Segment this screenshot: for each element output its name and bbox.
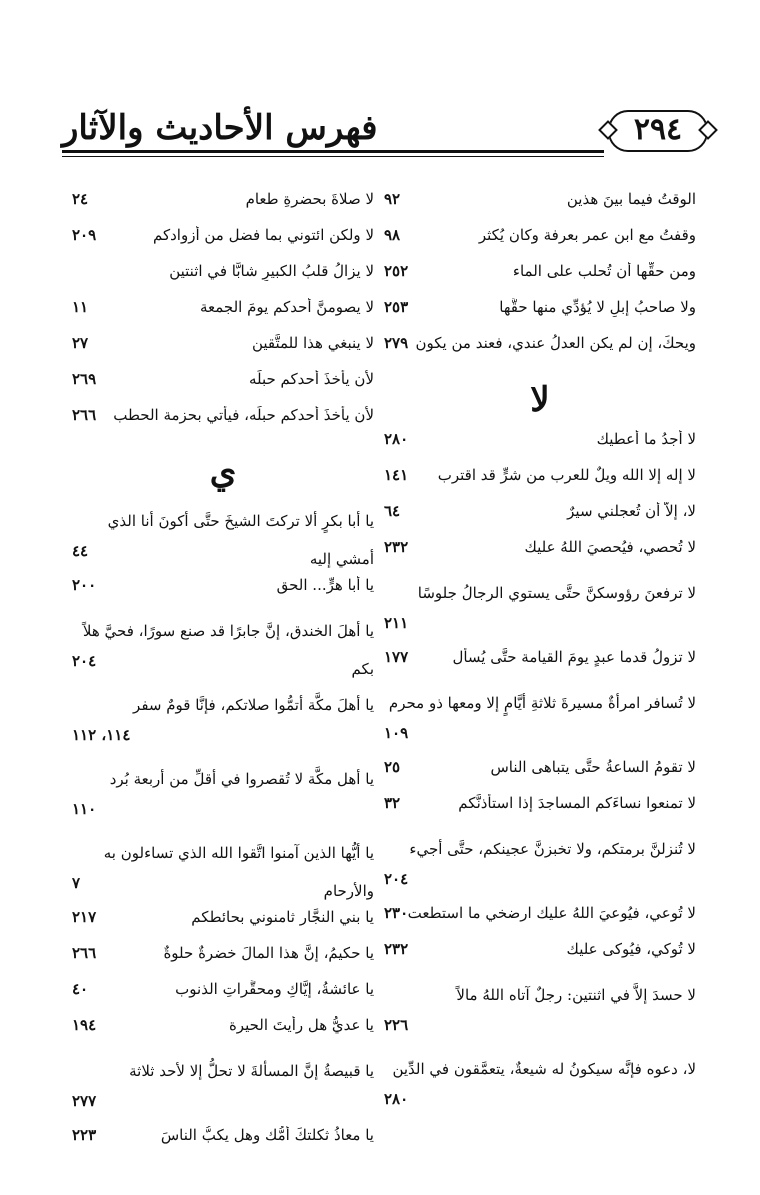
entry-text: يا أيُّها الذين آمنوا اتَّقوا الله الذي تساءلون به والأرحام: [103, 844, 374, 900]
entry-text: ويحكَ، إن لم يكن العدلُ عندي، فعند من يكون: [415, 334, 696, 352]
entry-page-number: ١٧٧: [384, 648, 409, 666]
entry-page-number: ٢٥٣: [384, 298, 409, 316]
index-entry: [384, 648, 696, 684]
index-entry: [384, 574, 696, 648]
index-entry: [72, 370, 374, 406]
index-entry: [384, 1050, 696, 1124]
entry-page-number: ١١: [72, 298, 89, 316]
index-entry: [384, 298, 696, 334]
entry-text: لا إله إلا الله ويلٌ للعرب من شرٍّ قد اقترب: [437, 466, 696, 484]
entry-text: يا أبا بكرٍ ألا تركتَ الشيخَ حتَّى أكونَ أنا الذي أمشي إليه: [107, 512, 374, 568]
entry-text: يا بني النجَّار ثامنوني بحائطكم: [191, 908, 374, 926]
entry-text: لا، دعوه فإنَّه سيكونُ له شيعةٌ، يتعمَّقون في الدِّين: [392, 1060, 696, 1078]
entry-text: يا قبيصةُ إنَّ المسألةَ لا تحلُّ إلا لأحد ثلاثة: [129, 1062, 374, 1080]
entry-text: لا صلاةَ بحضرةِ طعام: [245, 190, 374, 208]
index-entry: [384, 466, 696, 502]
entry-text: ومن حقِّها أن تُحلب على الماء: [512, 262, 696, 280]
entry-page-number: ٢٨٠: [384, 430, 409, 448]
entry-page-number: ٩٢: [384, 190, 401, 208]
entry-text: ولا صاحبُ إبلٍ لا يُؤدِّي منها حقَّها: [499, 298, 696, 316]
index-entry: [384, 262, 696, 298]
entry-page-number: ١٠٩: [384, 724, 409, 742]
entry-page-number: ٩٨: [384, 226, 401, 244]
index-entry: [72, 576, 374, 612]
entry-page-number: ٧: [72, 874, 81, 892]
entry-page-number: ٢٧٩: [384, 334, 409, 352]
index-entry: [384, 794, 696, 830]
index-entry: [72, 944, 374, 980]
entry-text: يا أهل مكَّة لا تُقصروا في أقلِّ من أربعة بُرد: [109, 770, 374, 788]
entry-text: لأن يأخذَ أحدكم حبلَه، فيأتي بحزمة الحطب: [113, 406, 374, 424]
page-number: ٢٩٤: [608, 110, 708, 152]
header-rule: [62, 150, 604, 157]
entry-text: وقفتُ مع ابن عمر بعرفة وكان يُكثر: [478, 226, 696, 244]
index-entry: [72, 334, 374, 370]
entry-text: يا أبا هرٍّ... الحق: [276, 576, 374, 594]
entry-page-number: ٢٤: [72, 190, 89, 208]
index-entry: [72, 612, 374, 686]
entry-page-number: ٢٣٢: [384, 538, 409, 556]
entry-text: لا، إلاَّ أن تُعجلني سيرٌ: [567, 502, 696, 520]
entry-page-number: ٢٥: [384, 758, 401, 776]
entry-text: لا حسدَ إلاَّ في اثنتين: رجلٌ آتاه اللهُ مالاً: [456, 986, 696, 1004]
entry-text: لا يصومنَّ أحدكم يومَ الجمعة: [199, 298, 374, 316]
index-entry: [72, 502, 374, 576]
entry-text: يا أهلَ مكَّة أتمُّوا صلاتكم، فإنَّا قومٌ سفر: [133, 696, 374, 714]
entry-text: لا أجدُ ما أُعطيك: [596, 430, 696, 448]
entry-page-number: ٢٧: [72, 334, 89, 352]
index-entry: [384, 976, 696, 1050]
entry-page-number: ٣٢: [384, 794, 401, 812]
index-entry: [384, 758, 696, 794]
page-header: [62, 106, 712, 158]
entry-page-number: ١١٤، ١١٢: [72, 726, 131, 744]
index-entry: [72, 908, 374, 944]
entry-text: يا معاذُ ثكلتكَ أمُّك وهل يكبُّ الناسَ: [160, 1126, 374, 1144]
entry-page-number: ١٤١: [384, 466, 409, 484]
entry-page-number: ٢٨٠: [384, 1090, 409, 1108]
entry-text: لا تُوكي، فيُوكى عليك: [566, 940, 696, 958]
index-entry: [72, 226, 374, 262]
index-entry: [384, 940, 696, 976]
index-entry: [72, 1052, 374, 1126]
section-letter-la: لا: [530, 380, 550, 420]
entry-page-number: ٢٧٧: [72, 1092, 97, 1110]
index-entry: [72, 834, 374, 908]
section-letter-ya: ي: [209, 452, 237, 492]
entry-page-number: ٢٠٤: [384, 870, 409, 888]
index-column-right: [384, 190, 696, 1124]
entry-text: الوقتُ فيما بينَ هذين: [566, 190, 696, 208]
index-entry: [72, 980, 374, 1016]
entry-text: لا يزالُ قلبُ الكبيرِ شابًّا في اثنتين: [169, 262, 374, 280]
index-entry: [384, 190, 696, 226]
index-entry: [72, 760, 374, 834]
index-entry: [72, 406, 374, 442]
index-entry: [72, 686, 374, 760]
entry-text: لا تقومُ الساعةُ حتَّى يتباهى الناس: [490, 758, 696, 776]
index-entry: [384, 684, 696, 758]
entry-text: يا أهلَ الخندق، إنَّ جابرًا قد صنع سورًا، فحيَّ هلاً بكم: [82, 622, 374, 678]
entry-text: لا ينبغي هذا للمتَّقين: [251, 334, 374, 352]
index-entry: [72, 262, 374, 298]
entry-page-number: ٢٦٦: [72, 406, 97, 424]
index-entry: [72, 298, 374, 334]
entry-page-number: ٢١٧: [72, 908, 97, 926]
entry-page-number: ٢٦٩: [72, 370, 97, 388]
entry-page-number: ٢٠٤: [72, 652, 97, 670]
entry-text: لا تُوعي، فيُوعيَ اللهُ عليك ارضخي ما استطعت: [407, 904, 696, 922]
entry-text: لا تُسافر امرأةٌ مسيرةَ ثلاثةِ أيَّامٍ إلا ومعها ذو محرم: [388, 694, 696, 712]
entry-text: يا عائشةُ، إيَّاكِ ومحقَّراتِ الذنوب: [175, 980, 374, 998]
index-entry: [384, 430, 696, 466]
entry-page-number: ١٩٤: [72, 1016, 97, 1034]
entry-text: لا ترفعنَ رؤوسكنَّ حتَّى يستوي الرجالُ جلوسًا: [417, 584, 696, 602]
index-entry: [384, 334, 696, 370]
entry-page-number: ٢١١: [384, 614, 409, 632]
entry-text: لا تمنعوا نساءَكم المساجدَ إذا استأذنَّكم: [458, 794, 696, 812]
index-entry: [72, 190, 374, 226]
index-entry: [384, 538, 696, 574]
entry-page-number: ٢٠٩: [72, 226, 97, 244]
page-title: فهرس الأحاديث والآثار: [62, 108, 378, 148]
entry-text: لأن يأخذَ أحدكم حبلَه: [248, 370, 374, 388]
index-entry: [72, 1126, 374, 1162]
entry-page-number: ٢٣٢: [384, 940, 409, 958]
entry-text: يا حكيمُ، إنَّ هذا المالَ خضرةٌ حلوةٌ: [163, 944, 374, 962]
entry-page-number: ١١٠: [72, 800, 97, 818]
entry-text: لا تُنزلنَّ برمتكم، ولا تخبزنَّ عجينكم، حتَّى أجيء: [409, 840, 696, 858]
entry-page-number: ٢٢٣: [72, 1126, 97, 1144]
entry-page-number: ٢٥٢: [384, 262, 409, 280]
index-entry: [384, 502, 696, 538]
entry-page-number: ٤٠: [72, 980, 89, 998]
entry-text: لا ولكن ائتوني بما فضل من أزوادكم: [152, 226, 374, 244]
index-entry: [384, 830, 696, 904]
entry-page-number: ٢٢٦: [384, 1016, 409, 1034]
entry-text: لا تزولُ قدما عبدٍ يومَ القيامة حتَّى يُسأل: [452, 648, 696, 666]
index-entry: [384, 904, 696, 940]
entry-page-number: ٢٠٠: [72, 576, 97, 594]
index-entry: [384, 226, 696, 262]
entry-page-number: ٢٦٦: [72, 944, 97, 962]
index-column-left: [72, 190, 374, 1162]
entry-page-number: ٢٣٠: [384, 904, 409, 922]
entry-page-number: ٤٤: [72, 542, 89, 560]
entry-page-number: ٦٤: [384, 502, 401, 520]
entry-text: لا تُحصي، فيُحصيَ اللهُ عليك: [524, 538, 696, 556]
index-entry: [72, 1016, 374, 1052]
entry-text: يا عديُّ هل رأيتَ الحيرة: [228, 1016, 374, 1034]
